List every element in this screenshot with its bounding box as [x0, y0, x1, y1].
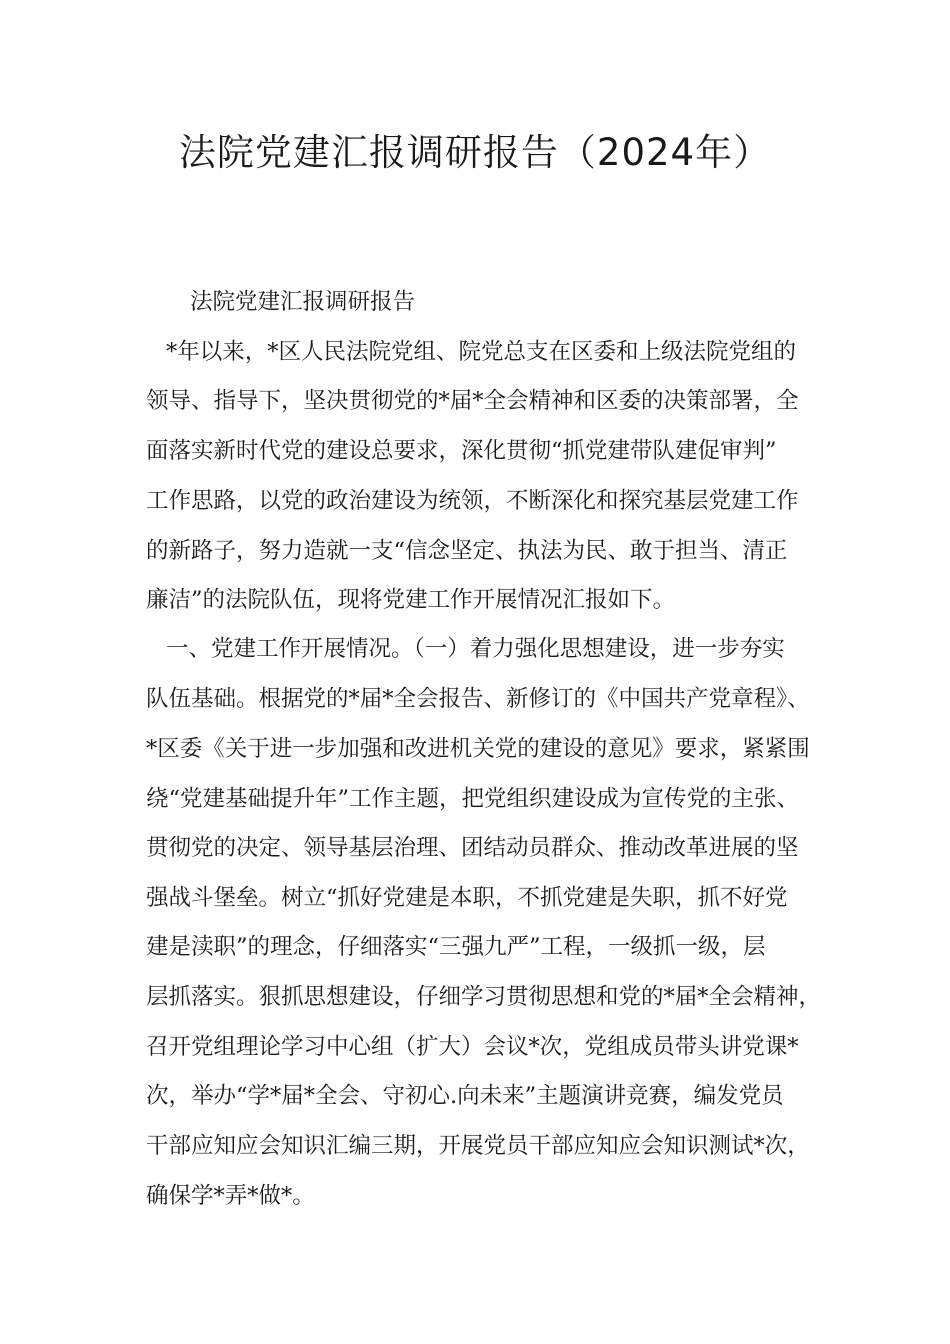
document-title: 法院党建汇报调研报告（2024年）: [178, 131, 772, 174]
paragraph-line: 一、党建工作开展情况。（一）着力强化思想建设，进一步夯实: [166, 636, 785, 662]
paragraph-line: 贯彻党的决定、领导基层治理、团结动员群众、推动改革进展的坚: [146, 835, 799, 861]
paragraph-line: 廉洁”的法院队伍，现将党建工作开展情况汇报如下。: [146, 587, 676, 613]
subtitle-line: 法院党建汇报调研报告: [190, 289, 416, 315]
paragraph-line: 确保学*弄*做*。: [146, 1183, 315, 1209]
paragraph-line: 的新路子，努力造就一支“信念坚定、执法为民、敢于担当、清正: [146, 538, 788, 564]
paragraph-line: 绕“党建基础提升年”工作主题，把党组织建设成为宣传党的主张、: [146, 786, 800, 812]
paragraph-line: 层抓落实。狠抓思想建设，仔细学习贯彻思想和党的*届*全会精神，: [146, 984, 822, 1010]
paragraph-line: 强战斗堡垒。树立“抓好党建是本职，不抓党建是失职，抓不好党: [146, 885, 788, 911]
paragraph-line: 面落实新时代党的建设总要求，深化贯彻“抓党建带队建促审判”: [146, 438, 777, 464]
paragraph-line: *区委《关于进一步加强和改进机关党的建设的意见》要求，紧紧围: [146, 736, 810, 762]
paragraph-line: 领导、指导下，坚决贯彻党的*届*全会精神和区委的决策部署，全: [146, 388, 799, 414]
paragraph-line: 干部应知应会知识汇编三期，开展党员干部应知应会知识测试*次，: [146, 1133, 810, 1159]
paragraph-line: 队伍基础。根据党的*届*全会报告、新修订的《中国共产党章程》、: [146, 686, 810, 712]
paragraph-line: 建是渎职”的理念，仔细落实“三强九严”工程，一级抓一级，层: [146, 934, 766, 960]
paragraph-line: 次，举办“学*届*全会、守初心.向未来”主题演讲竞赛，编发党员: [146, 1083, 784, 1109]
paragraph-line: 工作思路，以党的政治建设为统领，不断深化和探究基层党建工作: [146, 488, 799, 514]
paragraph-line: *年以来，*区人民法院党组、院党总支在区委和上级法院党组的: [166, 339, 797, 365]
paragraph-line: 召开党组理论学习中心组（扩大）会议*次，党组成员带头讲党课*: [146, 1034, 799, 1060]
